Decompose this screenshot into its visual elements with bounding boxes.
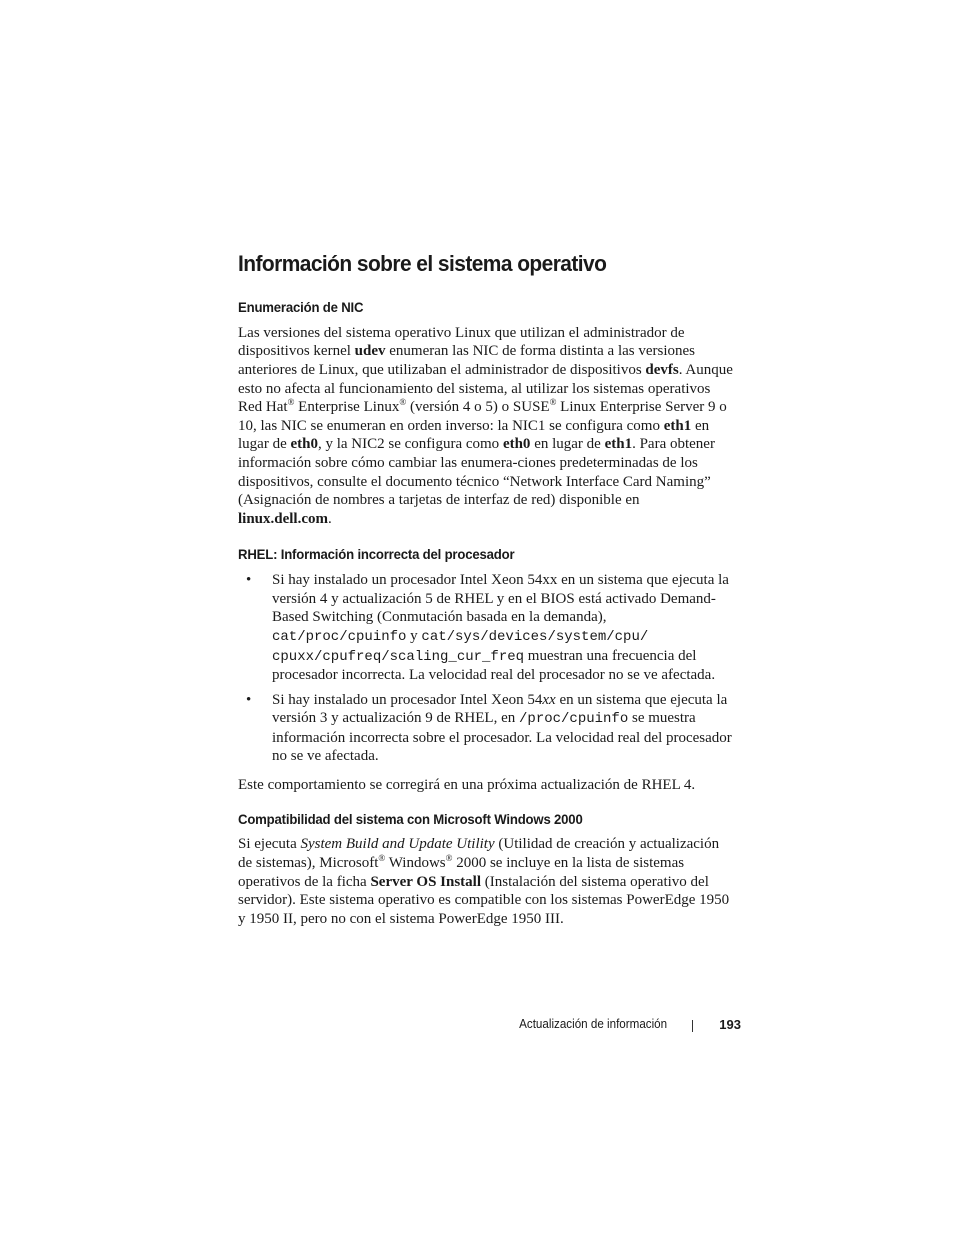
footer-divider <box>692 1020 693 1032</box>
code-cpuinfo: cat/proc/cpuinfo <box>272 628 407 645</box>
page-number: 193 <box>719 1017 741 1032</box>
term-eth0: eth0 <box>290 436 318 453</box>
heading-nic-enumeration: Enumeración de NIC <box>238 299 364 315</box>
code-scaling-cur-freq: cat/sys/devices/system/cpu/ cpuxx/cpufreq/scaling_cur_freq <box>272 628 649 665</box>
term-eth1: eth1 <box>663 417 692 434</box>
page-footer <box>238 1015 741 1035</box>
footer-section-title: Actualización de información <box>519 1017 667 1031</box>
link-linux-dell: linux.dell.com <box>238 510 329 527</box>
code-proc-cpuinfo: /proc/cpuinfo <box>519 711 629 728</box>
list-item: • Si hay instalado un procesador Intel Xeon 54xx en un sistema que ejecuta la versión 3 y actualización 9 de RHEL, en /proc/cpuinfo se muestra información incorrecta sobre el procesador. La velocidad real del procesador no se ve afectada. <box>246 691 732 765</box>
rhel-bullet-list <box>238 571 736 766</box>
term-devfs: devfs <box>645 361 679 378</box>
term-server-os-install: Server OS Install <box>370 873 482 890</box>
page-content <box>238 250 736 928</box>
page-title: Información sobre el sistema operativo <box>238 251 607 276</box>
term-udev: udev <box>354 343 386 360</box>
paragraph-nic: Las versiones del sistema operativo Linux que utilizan el administrador de dispositivos kernel udev enumeran las NIC de forma distinta a las versiones anteriores de Linux, que utilizaban el administrador de dispositivos devfs. Aunque esto no afecta al funcionamiento del sistema, al utilizar los sistemas operativos Red Hat® Enterprise Linux® (versión 4 o 5) o SUSE® Linux Enterprise Server 9 o 10, las NIC se enumeran en orden inverso: la NIC1 se configura como eth1 en lugar de eth0, y la NIC2 se configura como eth0 en lugar de eth1. Para obtener información sobre cómo cambiar las enumera-ciones predeterminadas de los dispositivos, consulte el documento técnico “Network Interface Card Naming” (Asignación de nombres a tarjetas de interfaz de red) disponible en linux.dell.com. <box>238 324 733 527</box>
heading-windows-2000: Compatibilidad del sistema con Microsoft Windows 2000 <box>238 810 583 827</box>
paragraph-rhel-note: Este comportamiento se corregirá en una próxima actualización de RHEL 4. <box>238 777 696 794</box>
paragraph-windows: Si ejecuta System Build and Update Utility (Utilidad de creación y actualización de sistemas), Microsoft® Windows® 2000 se incluye en la lista de sistemas operativos de la ficha Server OS Install (Instalación del sistema operativo del servidor). Este sistema operativo es compatible con los sistemas PowerEdge 1950 y 1950 II, pero no con el sistema PowerEdge 1950 III. <box>238 836 730 927</box>
bullet-icon: • <box>246 572 252 589</box>
list-item: • Si hay instalado un procesador Intel Xeon 54xx en un sistema que ejecuta la versión 4 y actualización 5 de RHEL y en el BIOS está activado Demand-Based Switching (Conmutación basada en la demanda), cat/proc/cpuinfo y cat/sys/devices/system/cpu/ cpuxx/cpufreq/scaling_cur_freq muestran una frecuencia del procesador incorrecta. La velocidad real del procesador no se ve afectada. <box>246 572 729 684</box>
term-sbuu: System Build and Update Utility <box>300 836 495 853</box>
bullet-icon: • <box>246 691 252 708</box>
heading-rhel-processor: RHEL: Información incorrecta del procesador <box>238 546 515 563</box>
